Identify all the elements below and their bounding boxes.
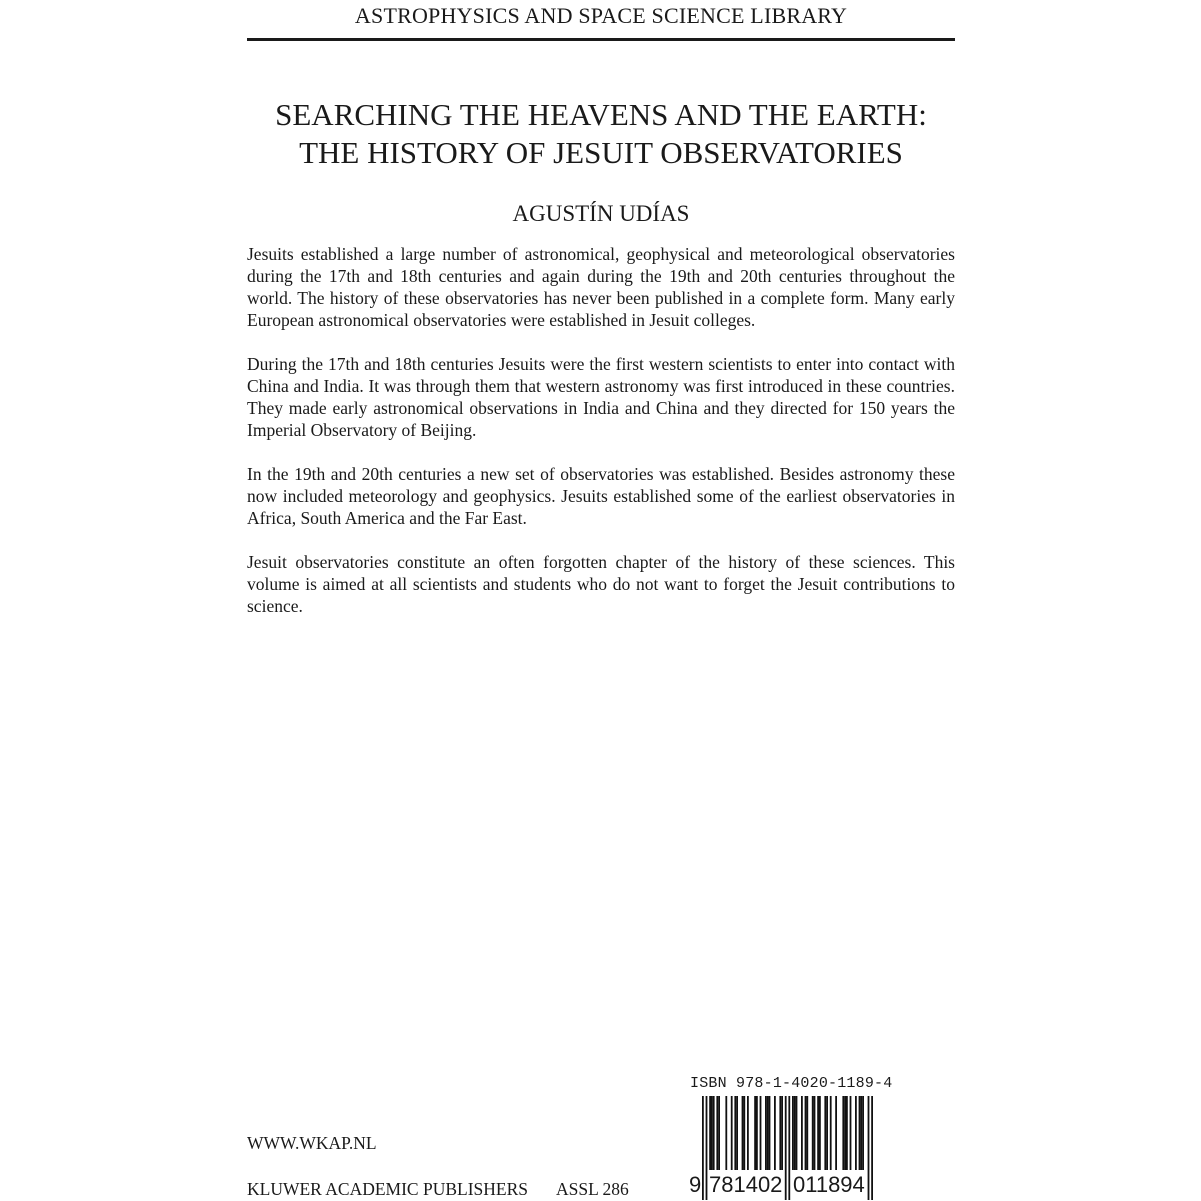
- barcode-bar: [842, 1096, 844, 1174]
- blurb-paragraph: In the 19th and 20th centuries a new set of observatories was established. Besides astronomy these now included meteorology and geophysics. Jesuits established some of the earliest observatories in Africa, South America and the Far East.: [247, 464, 955, 528]
- book-title-line-1: SEARCHING THE HEAVENS AND THE EARTH:: [275, 97, 927, 132]
- blurb-paragraph: During the 17th and 18th centuries Jesuits were the first western scientists to enter into contact with China and India. It was through them that western astronomy was first introduced in these countries. They made early astronomical observations in India and China and they directed for 150 years the Imperial Observatory of Beijing.: [247, 354, 955, 440]
- barcode-bar: [830, 1096, 832, 1174]
- blurb-paragraph: Jesuit observatories constitute an often forgotten chapter of the history of these sciences. This volume is aimed at all scientists and students who do not want to forget the Jesuit contributions to science.: [247, 552, 955, 616]
- barcode-bar: [754, 1096, 756, 1174]
- barcode-bar: [713, 1096, 715, 1174]
- barcode-bar: [718, 1096, 720, 1174]
- isbn-label: ISBN 978-1-4020-1189-4: [690, 1075, 893, 1092]
- barcode-bar: [835, 1096, 837, 1174]
- barcode-bar: [805, 1096, 807, 1174]
- barcode-bar: [860, 1096, 862, 1174]
- barcode-bar: [742, 1096, 744, 1174]
- barcode-bar: [862, 1096, 864, 1174]
- barcode-bar: [855, 1096, 857, 1174]
- barcode-bar: [774, 1096, 776, 1174]
- barcode-bar: [743, 1096, 745, 1174]
- barcode-bar: [850, 1096, 852, 1174]
- barcode-bar: [846, 1096, 848, 1174]
- book-title-line-2: THE HISTORY OF JESUIT OBSERVATORIES: [299, 135, 903, 170]
- book-title: [247, 96, 955, 172]
- barcode-bar: [812, 1096, 814, 1174]
- barcode-digit-lead: 9: [688, 1170, 702, 1200]
- barcode-bar: [779, 1096, 781, 1174]
- publisher-website: WWW.WKAP.NL: [247, 1133, 377, 1153]
- barcode-bar: [781, 1096, 783, 1174]
- barcode-bar: [817, 1096, 819, 1174]
- barcode-bar: [731, 1096, 733, 1174]
- barcode-bar: [824, 1096, 826, 1174]
- blurb: [247, 243, 955, 639]
- barcode-bar: [769, 1096, 771, 1174]
- publisher-name: KLUWER ACADEMIC PUBLISHERS: [247, 1179, 528, 1199]
- barcode-bar: [819, 1096, 821, 1174]
- barcode-bar: [736, 1096, 738, 1174]
- barcode-bar: [814, 1096, 816, 1174]
- header-rule: [247, 38, 955, 41]
- barcode-bar: [796, 1096, 798, 1174]
- author-name: AGUSTÍN UDÍAS: [512, 201, 690, 226]
- barcode-bar: [826, 1096, 828, 1174]
- barcode-bar: [806, 1096, 808, 1174]
- barcode-digits-left: 781402: [708, 1170, 783, 1200]
- barcode-bar: [767, 1096, 769, 1174]
- series-number: ASSL 286: [556, 1179, 629, 1199]
- barcode-bar: [747, 1096, 749, 1174]
- barcode-bar: [844, 1096, 846, 1174]
- barcode-bar: [711, 1096, 713, 1174]
- barcode-bar: [734, 1096, 736, 1174]
- barcode-bar: [801, 1096, 803, 1174]
- barcode-bar: [725, 1096, 727, 1174]
- barcode-bar: [760, 1096, 762, 1174]
- barcode-bar: [859, 1096, 861, 1174]
- barcode-digits: [688, 1170, 878, 1200]
- barcode-bar: [709, 1096, 711, 1174]
- barcode-bar: [716, 1096, 718, 1174]
- blurb-paragraph: Jesuits established a large number of astronomical, geophysical and meteorological observatories during the 17th and 18th centuries and again during the 19th and 20th centuries throughout the world. The history of these observatories has never been published in a complete form. Many early European astronomical observatories were established in Jesuit colleges.: [247, 244, 955, 330]
- barcode-bar: [794, 1096, 796, 1174]
- series-title: ASTROPHYSICS AND SPACE SCIENCE LIBRARY: [354, 3, 848, 28]
- barcode-bar: [765, 1096, 767, 1174]
- barcode-bar: [792, 1096, 794, 1174]
- barcode-digits-right: 011894: [792, 1170, 866, 1200]
- publisher-line: [247, 1178, 629, 1200]
- barcode-bar: [756, 1096, 758, 1174]
